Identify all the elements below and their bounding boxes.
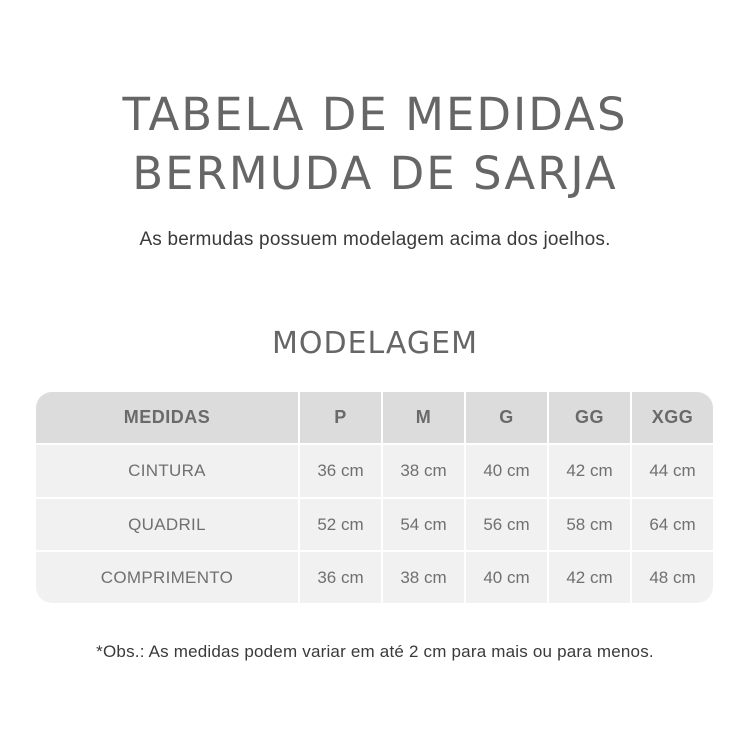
- table-cell: 58 cm: [549, 499, 630, 550]
- page-title-line-2: BERMUDA DE SARJA: [132, 147, 618, 200]
- footnote: *Obs.: As medidas podem variar em até 2 cm para mais ou para menos.: [96, 642, 654, 661]
- page-title-line-1: TABELA DE MEDIDAS: [122, 88, 628, 141]
- table-cell: 38 cm: [383, 552, 464, 603]
- table-cell: 40 cm: [466, 445, 547, 497]
- table-header-size-g: G: [466, 392, 547, 443]
- subtitle: As bermudas possuem modelagem acima dos joelhos.: [139, 229, 611, 250]
- table-header-measure: MEDIDAS: [36, 392, 298, 443]
- table-header-size-p: P: [300, 392, 381, 443]
- table-cell: 56 cm: [466, 499, 547, 550]
- table-cell: 54 cm: [383, 499, 464, 550]
- table-cell: 36 cm: [300, 445, 381, 497]
- table-header-size-xgg: XGG: [632, 392, 713, 443]
- section-title: MODELAGEM: [271, 326, 479, 361]
- table-row-label-cintura: CINTURA: [36, 445, 298, 497]
- table-cell: 36 cm: [300, 552, 381, 603]
- table-cell: 38 cm: [383, 445, 464, 497]
- table-cell: 52 cm: [300, 499, 381, 550]
- table-header-size-m: M: [383, 392, 464, 443]
- table-cell: 40 cm: [466, 552, 547, 603]
- table-row-label-quadril: QUADRIL: [36, 499, 298, 550]
- table-cell: 64 cm: [632, 499, 713, 550]
- table-header-size-gg: GG: [549, 392, 630, 443]
- table-row-label-comprimento: COMPRIMENTO: [36, 552, 298, 603]
- size-table: [36, 392, 713, 603]
- table-cell: 48 cm: [632, 552, 713, 603]
- table-cell: 42 cm: [549, 445, 630, 497]
- table-cell: 44 cm: [632, 445, 713, 497]
- table-cell: 42 cm: [549, 552, 630, 603]
